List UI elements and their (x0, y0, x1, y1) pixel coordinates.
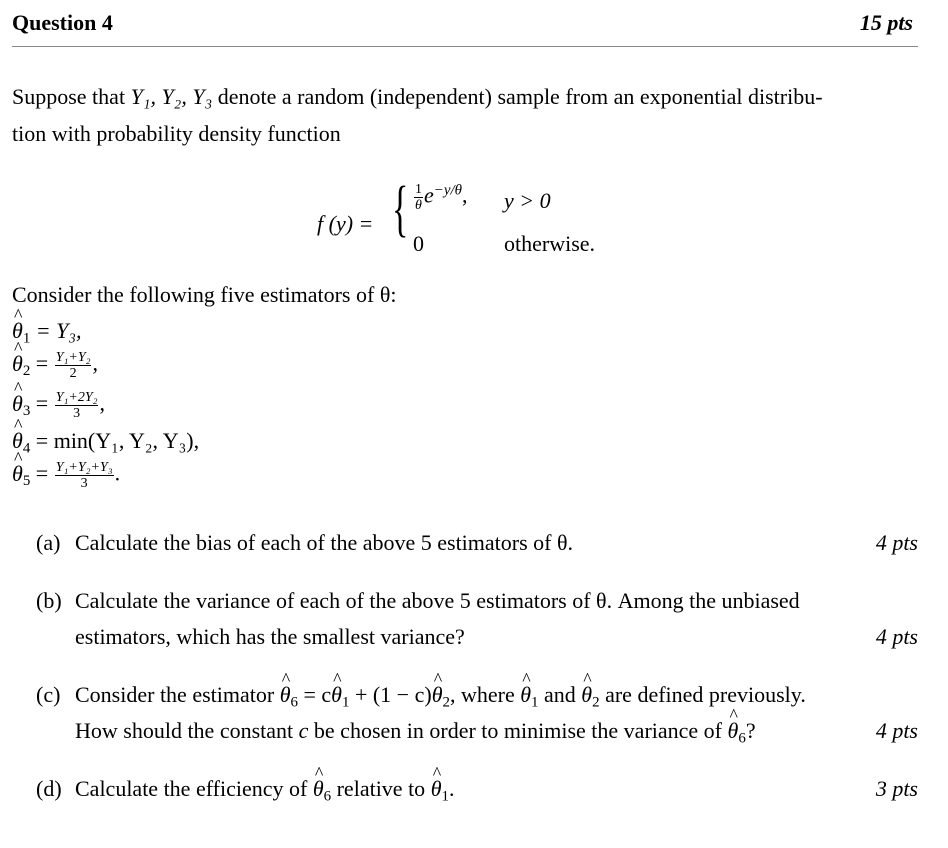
question-c-points: 4 pts (875, 718, 918, 743)
estimator-2: ^ $\theta_2$ = $\frac{\text{Y₁+Y₂}}{2}$ , (12, 350, 98, 381)
header-divider (12, 46, 918, 47)
question-b-text-1: Calculate the variance of each of the above 5 estimators of θ. Among the unbiased (75, 588, 800, 613)
est-num: Y₁+Y₂+Y₃ (55, 460, 113, 475)
est-frac (55, 390, 99, 421)
est-tail: , (99, 390, 105, 416)
est-rhs: = Y₃, (35, 318, 82, 343)
question-a-text: Calculate the bias of each of the above 5 estimators of θ. (75, 530, 574, 555)
pdf-case1-cond: y > 0 (504, 188, 551, 213)
question-c-label: (c) (36, 682, 61, 707)
question-c-line-2 (75, 718, 756, 747)
question-points: 15 pts (859, 10, 913, 35)
estimator-4 (12, 428, 200, 457)
theta-hat: ^ θ (12, 318, 23, 344)
estimator-5: ^ $\theta_5$ = $\frac{\text{Y₁+Y₂+Y₃}}{3}$ . (12, 460, 120, 491)
theta-hat-6b: ^ θ (728, 718, 739, 744)
theta-hat: ^ θ (12, 351, 23, 377)
pdf-case1-expr: $\frac{1}{\theta}$ $e^{-y/\theta}$, (415, 182, 468, 213)
theta-hat-1b: ^ θ (520, 682, 531, 708)
question-d-text (75, 776, 455, 805)
theta-hat-6c: ^ θ (313, 776, 324, 802)
theta-hat-2: ^ θ (432, 682, 443, 708)
intro-paragraph (12, 78, 922, 152)
d-text-2: relative to (336, 776, 426, 801)
c-text-2d: ? (745, 718, 756, 743)
est-sub: 5 (22, 473, 31, 490)
sub-6b: 6 (738, 730, 746, 747)
c-text-d: , where (449, 682, 515, 707)
est-frac (55, 350, 92, 381)
est-sub: 1 (22, 330, 31, 347)
est-tail: , (92, 350, 98, 376)
pdf-case2-cond: otherwise. (504, 231, 596, 256)
consider-text: Consider the following five estimators of θ: (12, 282, 397, 307)
theta-hat-2b: ^ θ (581, 682, 592, 708)
theta-hat-1c: ^ θ (431, 776, 442, 802)
sub-1: 1 (341, 694, 350, 711)
question-a-points: 4 pts (875, 530, 918, 555)
d-text-3: . (448, 776, 455, 801)
pdf-brace: { (392, 175, 409, 243)
estimator-3: ^ $\theta_3$ = $\frac{\text{Y₁+2Y₂}}{3}$ , (12, 390, 105, 421)
question-a-label: (a) (36, 530, 61, 555)
pdf-coef-den: θ (415, 198, 422, 213)
question-d-points: 3 pts (875, 776, 918, 801)
est-sub: 2 (22, 363, 31, 380)
est-sub: 3 (22, 403, 31, 420)
sub-2b: 2 (592, 694, 600, 711)
pdf-case2-val: 0 (413, 231, 424, 256)
est-frac (55, 460, 114, 491)
est-den: 2 (69, 366, 77, 381)
c-text-f: are defined previously. (605, 682, 806, 707)
est-tail: . (114, 460, 121, 486)
question-b-text-2: estimators, which has the smallest variance? (75, 624, 465, 649)
theta-hat: ^ θ (12, 428, 23, 454)
intro-text-2: denote a random (independent) sample from an exponential distribu- (217, 84, 823, 109)
c-text-2c: be chosen in order to minimise the variance of (313, 718, 723, 743)
theta-hat: ^ θ (12, 391, 23, 417)
sub-1b: 1 (531, 694, 539, 711)
d-text-1: Calculate the efficiency of (75, 776, 308, 801)
question-title: Question 4 (12, 10, 113, 35)
sub-2: 2 (442, 694, 450, 711)
c-text-2b: c (298, 718, 309, 743)
theta-hat-6: ^ θ (280, 682, 291, 708)
est-sub: 4 (22, 440, 31, 457)
question-c-line-1 (75, 682, 806, 711)
est-den: 3 (80, 476, 88, 491)
question-d-label: (d) (36, 776, 62, 801)
pdf-coef-num: 1 (415, 182, 422, 197)
pdf-exp-base: e (424, 182, 434, 208)
est-num: Y₁+2Y₂ (55, 390, 98, 405)
intro-text-1: Suppose that (12, 84, 126, 109)
question-b-label: (b) (36, 588, 62, 613)
est-den: 3 (73, 406, 81, 421)
c-text-b: = c (303, 682, 332, 707)
intro-vars: Y₁, Y₂, Y₃ (130, 84, 213, 109)
c-text-2a: How should the constant (75, 718, 294, 743)
intro-text-3: tion with probability density function (12, 121, 341, 146)
c-text-c: + (1 − c) (354, 682, 432, 707)
sub-6c: 6 (323, 788, 332, 805)
pdf-exponent: −y/θ (433, 182, 462, 199)
c-text-e: and (544, 682, 576, 707)
est-rhs: = min(Y₁, Y₂, Y₃), (35, 428, 200, 453)
c-text-a: Consider the estimator (75, 682, 275, 707)
theta-hat: ^ θ (12, 461, 23, 487)
pdf-coef-frac (414, 182, 423, 213)
est-num: Y₁+Y₂ (55, 350, 91, 365)
question-b-points: 4 pts (875, 624, 918, 649)
pdf-lhs: f (y) = (317, 211, 374, 236)
theta-hat-1: ^ θ (331, 682, 342, 708)
sub-1c: 1 (441, 788, 449, 805)
sub-6: 6 (290, 694, 298, 711)
